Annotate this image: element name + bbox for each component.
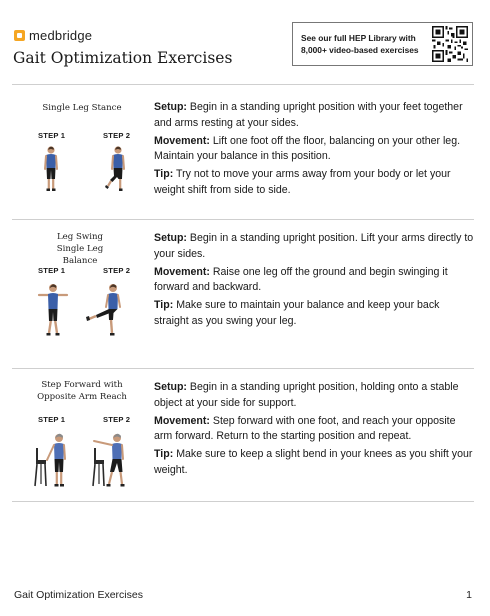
movement-text: Step forward with one foot, and reach your opposite arm forward. Return to the starting position and repeat. xyxy=(154,414,456,443)
medbridge-logo xyxy=(14,28,92,43)
divider xyxy=(12,501,474,502)
setup-label: Setup: xyxy=(154,381,187,393)
page-number: 1 xyxy=(466,589,472,601)
tip-text: Make sure to maintain your balance and keep your back straight as you swing your leg. xyxy=(154,299,440,327)
tip-text: Try not to move your arms away from your body or let your weight shift from side to side. xyxy=(154,168,451,196)
divider xyxy=(12,368,474,369)
setup-text: Begin in a standing upright position with your feet together and arms resting at your sides. xyxy=(154,101,463,129)
exercise-figure-step-1 xyxy=(36,282,70,338)
exercise-instructions xyxy=(154,231,476,332)
exercise-name: Single Leg Stance xyxy=(42,103,122,113)
setup-label: Setup: xyxy=(154,101,187,113)
movement-label: Movement: xyxy=(154,134,210,147)
exercise-figure-step-2 xyxy=(90,430,132,490)
tip-text: Make sure to keep a slight bend in your knees as you shift your weight. xyxy=(154,448,473,476)
page-title: Gait Optimization Exercises xyxy=(13,49,233,67)
divider xyxy=(12,84,474,85)
setup-text: Begin in a standing upright position, holding onto a stable object at your side for support. xyxy=(154,381,459,409)
brand-name: medbridge xyxy=(29,28,93,43)
exercise-name: Step Forward with Opposite Arm Reach xyxy=(37,380,127,402)
step-2-label: STEP 2 xyxy=(103,131,131,140)
tip-label: Tip: xyxy=(154,168,174,181)
tip-label: Tip: xyxy=(154,299,174,312)
step-2-label: STEP 2 xyxy=(103,415,131,424)
divider xyxy=(12,219,474,220)
step-1-label: STEP 1 xyxy=(38,266,66,275)
hep-library-promo[interactable] xyxy=(292,22,473,66)
exercise-figure-step-2 xyxy=(86,282,126,338)
medbridge-logo-icon xyxy=(14,30,25,41)
movement-label: Movement: xyxy=(154,414,210,427)
promo-text: See our full HEP Library with 8,000+ video-based exercises xyxy=(301,33,419,55)
step-2-label: STEP 2 xyxy=(103,266,131,275)
step-1-label: STEP 1 xyxy=(38,415,66,424)
qr-code-icon[interactable] xyxy=(432,26,468,62)
movement-text: Raise one leg off the ground and begin swinging it forward and backward. xyxy=(154,265,448,294)
setup-text: Begin in a standing upright position. Lift your arms directly to your sides. xyxy=(154,232,474,260)
exercise-figure-step-1 xyxy=(32,430,74,490)
exercise-name: Leg Swing Single Leg Balance xyxy=(56,232,104,266)
movement-text: Lift one foot off the floor, balancing on your other leg. Maintain your balance in this position. xyxy=(154,134,461,163)
step-1-label: STEP 1 xyxy=(38,131,66,140)
exercise-figure-step-2 xyxy=(104,145,130,193)
movement-label: Movement: xyxy=(154,265,210,278)
tip-label: Tip: xyxy=(154,448,174,461)
exercise-instructions xyxy=(154,380,476,481)
footer-title: Gait Optimization Exercises xyxy=(14,589,143,601)
setup-label: Setup: xyxy=(154,232,187,244)
exercise-instructions xyxy=(154,100,476,201)
exercise-figure-step-1 xyxy=(38,145,64,193)
